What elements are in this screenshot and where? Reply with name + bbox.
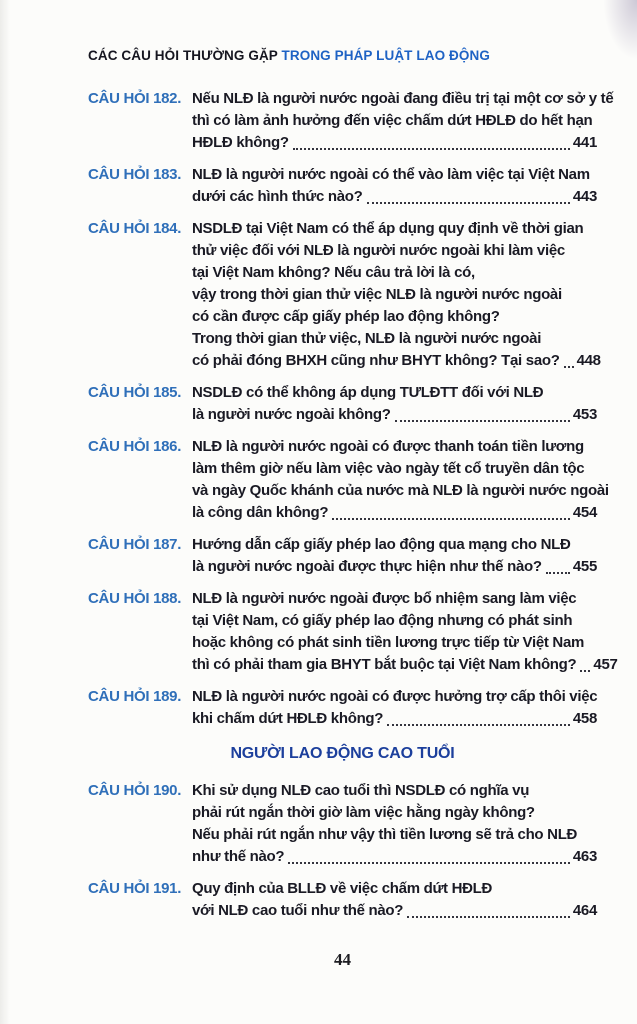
toc-entry <box>88 686 597 730</box>
question-line: có cần được cấp giấy phép lao động không? <box>192 308 500 325</box>
question-line <box>192 654 618 676</box>
question-label: CÂU HỎI 190. <box>88 782 182 799</box>
question-line: NLĐ là người nước ngoài có thể vào làm việc tại Việt Nam <box>192 166 590 183</box>
question-line-text: là người nước ngoài được thực hiện như thế nào? <box>192 558 542 575</box>
question-line: NSDLĐ có thể không áp dụng TƯLĐTT đối với NLĐ <box>192 384 544 401</box>
page-ref: 453 <box>572 406 597 423</box>
question-line: tại Việt Nam, có giấy phép lao động nhưng có phát sinh <box>192 612 573 629</box>
page-ref: 443 <box>572 188 597 205</box>
question-line-text: là người nước ngoài không? <box>192 406 391 423</box>
page-ref: 448 <box>576 352 601 369</box>
question-line <box>192 846 597 868</box>
question-line <box>192 556 597 578</box>
question-line-text: như thế nào? <box>192 848 285 865</box>
question-line-text: có phải đóng BHXH cũng như BHYT không? Tại sao? <box>192 352 560 369</box>
question-label: CÂU HỎI 184. <box>88 220 182 237</box>
question-text <box>192 686 597 730</box>
question-line: Trong thời gian thử việc, NLĐ là người nước ngoài <box>192 330 542 347</box>
question-line: tại Việt Nam không? Nếu câu trả lời là có, <box>192 264 475 281</box>
question-text <box>192 878 597 922</box>
toc-entry <box>88 382 597 426</box>
page-ref: 441 <box>572 134 597 151</box>
question-text <box>192 382 597 426</box>
question-line: thử việc đối với NLĐ là người nước ngoài khi làm việc <box>192 242 565 259</box>
question-line-text: dưới các hình thức nào? <box>192 188 363 205</box>
question-line: hoặc không có phát sinh tiền lương trực tiếp từ Việt Nam <box>192 634 585 651</box>
question-label: CÂU HỎI 191. <box>88 880 182 897</box>
dot-leader <box>387 724 570 726</box>
question-label: CÂU HỎI 182. <box>88 90 182 107</box>
question-line <box>192 186 597 208</box>
question-label: CÂU HỎI 183. <box>88 166 182 183</box>
question-text <box>192 88 614 154</box>
page-ref: 457 <box>593 656 618 673</box>
question-line-text: với NLĐ cao tuổi như thế nào? <box>192 902 404 919</box>
question-label: CÂU HỎI 188. <box>88 590 182 607</box>
page-ref: 463 <box>572 848 597 865</box>
toc-entry <box>88 218 601 372</box>
page-ref: 458 <box>572 710 597 727</box>
question-line <box>192 350 601 372</box>
toc-entry <box>88 780 597 868</box>
question-text <box>192 218 601 372</box>
section-heading: NGƯỜI LAO ĐỘNG CAO TUỔI <box>230 745 455 762</box>
question-line <box>192 132 597 154</box>
question-line: Nếu NLĐ là người nước ngoài đang điều trị tại một cơ sở y tế <box>192 90 614 107</box>
question-label: CÂU HỎI 185. <box>88 384 182 401</box>
toc-entry <box>88 878 597 922</box>
question-text <box>192 780 597 868</box>
question-text <box>192 164 597 208</box>
question-line-text: thì có phải tham gia BHYT bắt buộc tại Việt Nam không? <box>192 656 577 673</box>
running-header-blue: TRONG PHÁP LUẬT LAO ĐỘNG <box>277 48 490 63</box>
question-line-text: là công dân không? <box>192 504 329 521</box>
running-header-dark: CÁC CÂU HỎI THƯỜNG GẶP <box>88 48 278 63</box>
question-line-text: khi chấm dứt HĐLĐ không? <box>192 710 384 727</box>
page-number: 44 <box>334 950 351 969</box>
question-line: thì có làm ảnh hưởng đến việc chấm dứt HĐLĐ do hết hạn <box>192 112 593 129</box>
dot-leader <box>288 862 570 864</box>
question-label: CÂU HỎI 187. <box>88 536 182 553</box>
question-line <box>192 708 597 730</box>
dot-leader <box>367 202 570 204</box>
dot-leader <box>546 572 570 574</box>
question-text <box>192 588 618 676</box>
question-line: Khi sử dụng NLĐ cao tuổi thì NSDLĐ có nghĩa vụ <box>192 782 530 799</box>
dot-leader <box>564 366 574 368</box>
question-label: CÂU HỎI 186. <box>88 438 182 455</box>
question-line <box>192 900 597 922</box>
dot-leader <box>407 916 570 918</box>
question-text <box>192 534 597 578</box>
question-line <box>192 502 597 524</box>
question-line-text: HĐLĐ không? <box>192 134 289 151</box>
dot-leader <box>293 148 570 150</box>
toc <box>88 88 618 922</box>
dot-leader <box>332 518 570 520</box>
toc-entry <box>88 436 609 524</box>
question-line: làm thêm giờ nếu làm việc vào ngày tết cổ truyền dân tộc <box>192 460 585 477</box>
question-line: phải rút ngắn thời giờ làm việc hằng ngày không? <box>192 804 535 821</box>
question-line: NLĐ là người nước ngoài được bổ nhiệm sang làm việc <box>192 590 577 607</box>
page-ref: 454 <box>572 504 597 521</box>
toc-entry <box>88 164 597 208</box>
question-line: và ngày Quốc khánh của nước mà NLĐ là người nước ngoài <box>192 482 609 499</box>
question-line: NLĐ là người nước ngoài có được thanh toán tiền lương <box>192 438 584 455</box>
page-ref: 455 <box>572 558 597 575</box>
question-line: NSDLĐ tại Việt Nam có thể áp dụng quy định về thời gian <box>192 220 584 237</box>
dot-leader <box>395 420 570 422</box>
running-header <box>88 48 597 63</box>
question-line: vậy trong thời gian thử việc NLĐ là người nước ngoài <box>192 286 562 303</box>
toc-entry <box>88 534 597 578</box>
question-line <box>192 404 597 426</box>
question-label: CÂU HỎI 189. <box>88 688 182 705</box>
toc-entry <box>88 588 618 676</box>
dot-leader <box>580 670 590 672</box>
question-line: NLĐ là người nước ngoài có được hưởng trợ cấp thôi việc <box>192 688 598 705</box>
toc-entry <box>88 88 614 154</box>
question-line: Nếu phải rút ngắn như vậy thì tiền lương sẽ trả cho NLĐ <box>192 826 578 843</box>
page-content <box>88 48 618 932</box>
question-line: Quy định của BLLĐ về việc chấm dứt HĐLĐ <box>192 880 493 897</box>
page-corner-smudge <box>603 0 637 60</box>
page-ref: 464 <box>572 902 597 919</box>
question-text <box>192 436 609 524</box>
page-left-edge-shadow <box>0 0 10 1024</box>
question-line: Hướng dẫn cấp giấy phép lao động qua mạng cho NLĐ <box>192 536 571 553</box>
